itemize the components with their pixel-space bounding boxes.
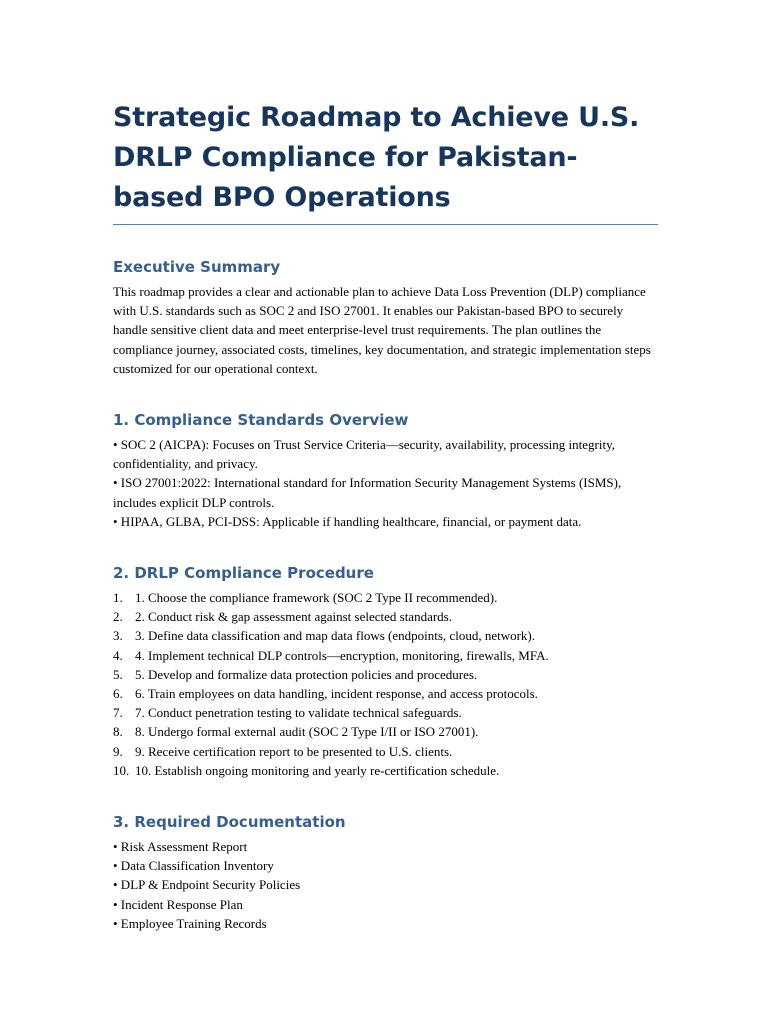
list-marker: 6. [113,686,123,702]
list-marker: 10. [113,762,130,778]
list-item-text: 5. Develop and formalize data protection policies and procedures. [135,666,478,682]
compliance-procedure-section [113,563,658,780]
list-item-text: 2. Conduct risk & gap assessment against selected standards. [135,609,452,625]
required-documentation-section [113,812,658,933]
compliance-standards-heading: 1. Compliance Standards Overview [113,411,409,430]
compliance-standards-section [113,410,658,531]
list-item [113,626,658,645]
list-marker: 9. [113,743,123,759]
list-item [113,761,658,780]
list-item [113,722,658,741]
executive-summary-body: This roadmap provides a clear and actionable plan to achieve Data Loss Prevention (DLP) compliance with U.S. standards such as SOC 2 and ISO 27001. It enables our Pakistan-based BPO to securely handle sensitive client data and meet enterprise-level trust requirements. The plan outlines the compliance journey, associated costs, timelines, key documentation, and strategic implementation steps customized for our operational context. [113,284,651,376]
list-item-text: 1. Choose the compliance framework (SOC 2 Type II recommended). [135,590,498,606]
executive-summary-section [113,257,658,378]
required-documentation-list [113,837,658,933]
list-item [113,607,658,626]
document-title: Strategic Roadmap to Achieve U.S. DRLP Compliance for Pakistan-based BPO Operations [113,98,658,225]
executive-summary-heading: Executive Summary [113,258,281,276]
list-marker: 2. [113,609,123,625]
list-item [113,588,658,607]
compliance-standards-list [113,435,658,531]
list-item-text: 10. Establish ongoing monitoring and yearly re-certification schedule. [135,762,500,778]
compliance-procedure-heading: 2. DRLP Compliance Procedure [113,564,374,583]
document-content [113,98,658,933]
list-marker: 5. [113,666,123,682]
list-item: • ISO 27001:2022: International standard for Information Security Management Systems (ISMS), includes explicit DLP controls. [113,475,622,510]
list-item: • Employee Training Records [113,915,267,931]
list-item: • Data Classification Inventory [113,858,274,874]
list-item-text: 4. Implement technical DLP controls—encryption, monitoring, firewalls, MFA. [135,647,549,663]
list-marker: 7. [113,705,123,721]
list-item: • Incident Response Plan [113,896,243,912]
list-item-text: 7. Conduct penetration testing to validate technical safeguards. [135,705,462,721]
list-item-text: 6. Train employees on data handling, incident response, and access protocols. [135,686,538,702]
list-item [113,665,658,684]
list-item-text: 8. Undergo formal external audit (SOC 2 Type I/II or ISO 27001). [135,724,479,740]
list-item-text: 3. Define data classification and map data flows (endpoints, cloud, network). [135,628,535,644]
list-item [113,646,658,665]
list-item [113,684,658,703]
list-item: • DLP & Endpoint Security Policies [113,877,301,893]
list-marker: 1. [113,590,123,606]
list-item: • HIPAA, GLBA, PCI-DSS: Applicable if handling healthcare, financial, or payment data. [113,513,582,529]
list-item: • SOC 2 (AICPA): Focuses on Trust Service Criteria—security, availability, processing integrity, confidentiality, and privacy. [113,437,615,472]
list-marker: 8. [113,724,123,740]
compliance-procedure-list [113,588,658,780]
list-item [113,703,658,722]
list-item: • Risk Assessment Report [113,839,248,855]
list-item [113,742,658,761]
list-marker: 4. [113,647,123,663]
required-documentation-heading: 3. Required Documentation [113,813,346,832]
list-marker: 3. [113,628,123,644]
list-item-text: 9. Receive certification report to be presented to U.S. clients. [135,743,453,759]
